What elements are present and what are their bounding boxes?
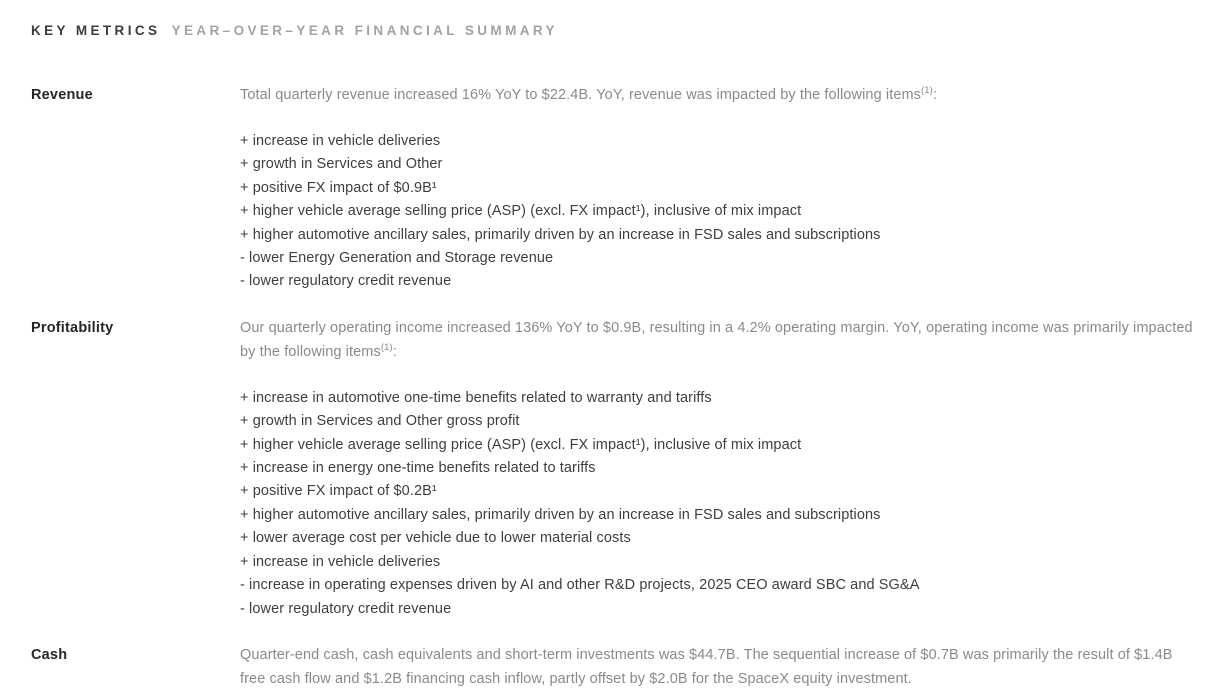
impact-item: - increase in operating expenses driven by AI and other R&D projects, 2025 CEO award SBC and SG&A [240, 577, 920, 594]
intro-text: Quarter-end cash, cash equivalents and short-term investments was $44.7B. The sequential increase of $0.7B was primarily the result of $1.4B free cash flow and $1.2B financing cash inflow, partly offset by $2.0B for the SpaceX equity investment. [240, 646, 1173, 687]
section-content-profitability [240, 316, 1195, 621]
section-content-revenue [240, 83, 1195, 294]
intro-colon: : [392, 343, 397, 360]
page-title-secondary: YEAR–OVER–YEAR FINANCIAL SUMMARY [171, 23, 558, 38]
impact-item: + higher automotive ancillary sales, primarily driven by an increase in FSD sales and subscriptions [240, 226, 881, 243]
revenue-impact-list [240, 130, 1195, 294]
impact-item: - lower Energy Generation and Storage revenue [240, 250, 554, 267]
intro-text: Total quarterly revenue increased 16% YoY to $22.4B. YoY, revenue was impacted by the following items [240, 87, 922, 103]
profitability-impact-list [240, 387, 1195, 621]
page-title-primary: KEY METRICS [31, 23, 161, 38]
impact-item: + positive FX impact of $0.9B¹ [240, 179, 437, 196]
section-label-revenue: Revenue [31, 87, 93, 103]
impact-item: + growth in Services and Other [240, 156, 443, 173]
page-title [31, 23, 1231, 38]
impact-item: - lower regulatory credit revenue [240, 273, 452, 290]
impact-item: + higher vehicle average selling price (ASP) (excl. FX impact¹), inclusive of mix impact [240, 203, 802, 220]
impact-item: + growth in Services and Other gross profit [240, 413, 520, 430]
impact-item: + lower average cost per vehicle due to lower material costs [240, 530, 631, 547]
profitability-intro-paragraph [240, 316, 1195, 364]
impact-item: + higher automotive ancillary sales, primarily driven by an increase in FSD sales and subscriptions [240, 506, 881, 523]
footnote-marker: (1) [380, 342, 393, 354]
footnote-marker: (1) [921, 85, 933, 97]
impact-item: + increase in vehicle deliveries [240, 553, 441, 570]
cash-intro-paragraph [240, 643, 1195, 691]
impact-item: + positive FX impact of $0.2B¹ [240, 483, 437, 500]
section-cash [31, 643, 1231, 691]
impact-item: + increase in energy one-time benefits related to tariffs [240, 460, 596, 477]
section-revenue [31, 83, 1231, 294]
section-profitability [31, 316, 1231, 621]
intro-text: Our quarterly operating income increased 136% YoY to $0.9B, resulting in a 4.2% operating margin. YoY, operating income was primarily impacted by the following items [240, 319, 1193, 360]
impact-item: + higher vehicle average selling price (ASP) (excl. FX impact¹), inclusive of mix impact [240, 436, 802, 453]
intro-colon: : [932, 87, 938, 103]
impact-item: + increase in automotive one-time benefits related to warranty and tariffs [240, 389, 712, 406]
revenue-intro-paragraph [240, 83, 1195, 107]
impact-item: + increase in vehicle deliveries [240, 133, 441, 149]
impact-item: - lower regulatory credit revenue [240, 600, 452, 617]
section-label-cash: Cash [31, 646, 68, 663]
section-content-cash [240, 643, 1195, 691]
section-label-profitability: Profitability [31, 319, 114, 336]
